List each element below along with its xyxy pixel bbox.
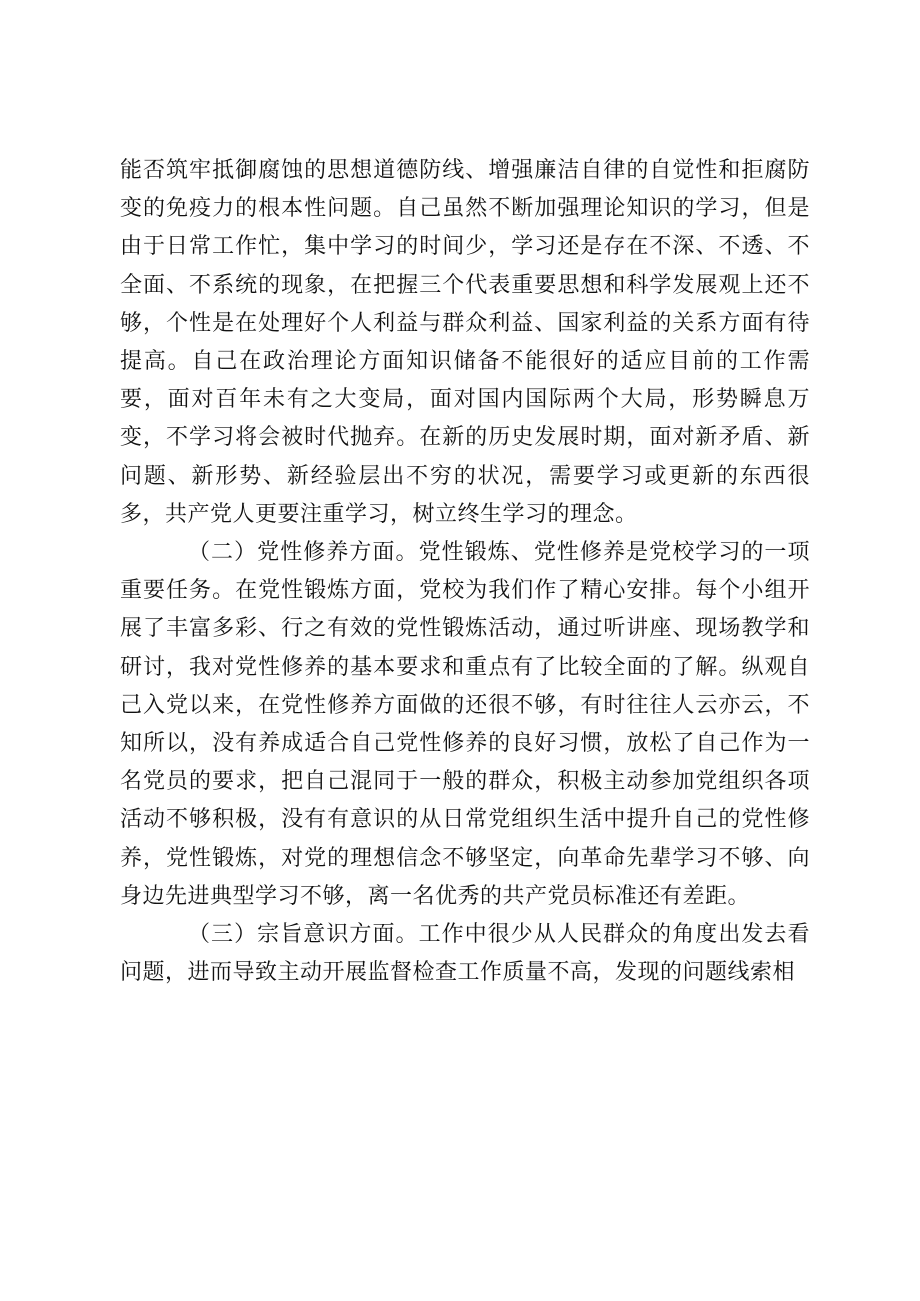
paragraph-party-theory-continuation: 能否筑牢抵御腐蚀的思想道德防线、增强廉洁自律的自觉性和拒腐防变的免疫力的根本性问题。自己虽然不断加强理论知识的学习，但是由于日常工作忙，集中学习的时间少，学习还是存在不深、不透、不全面、不系统的现象，在把握三个代表重要思想和科学发展观上还不够，个性是在处理好个人利益与群众利益、国家利益的关系方面有待提高。自己在政治理论方面知识储备不能很好的适应目前的工作需要，面对百年未有之大变局，面对国内国际两个大局，形势瞬息万变，不学习将会被时代抛弃。在新的历史发展时期，面对新矛盾、新问题、新形势、新经验层出不穷的状况，需要学习或更新的东西很多，共产党人更要注重学习，树立终生学习的理念。 <box>120 158 810 527</box>
paragraph-purpose-awareness: （三）宗旨意识方面。工作中很少从人民群众的角度出发去看问题，进而导致主动开展监督检查工作质量不高，发现的问题线索相 <box>120 922 810 986</box>
paragraph-party-cultivation: （二）党性修养方面。党性锻炼、党性修养是党校学习的一项重要任务。在党性锻炼方面，党校为我们作了精心安排。每个小组开展了丰富多彩、行之有效的党性锻炼活动，通过听讲座、现场教学和研讨，我对党性修养的基本要求和重点有了比较全面的了解。纵观自己入党以来，在党性修养方面做的还很不够，有时往往人云亦云，不知所以，没有养成适合自己党性修养的良好习惯，放松了自己作为一名党员的要求，把自己混同于一般的群众，积极主动参加党组织各项活动不够积极，没有有意识的从日常党组织生活中提升自己的党性修养，党性锻炼，对党的理想信念不够坚定，向革命先辈学习不够、向身边先进典型学习不够，离一名优秀的共产党员标准还有差距。 <box>120 540 810 909</box>
document-body <box>120 152 810 992</box>
